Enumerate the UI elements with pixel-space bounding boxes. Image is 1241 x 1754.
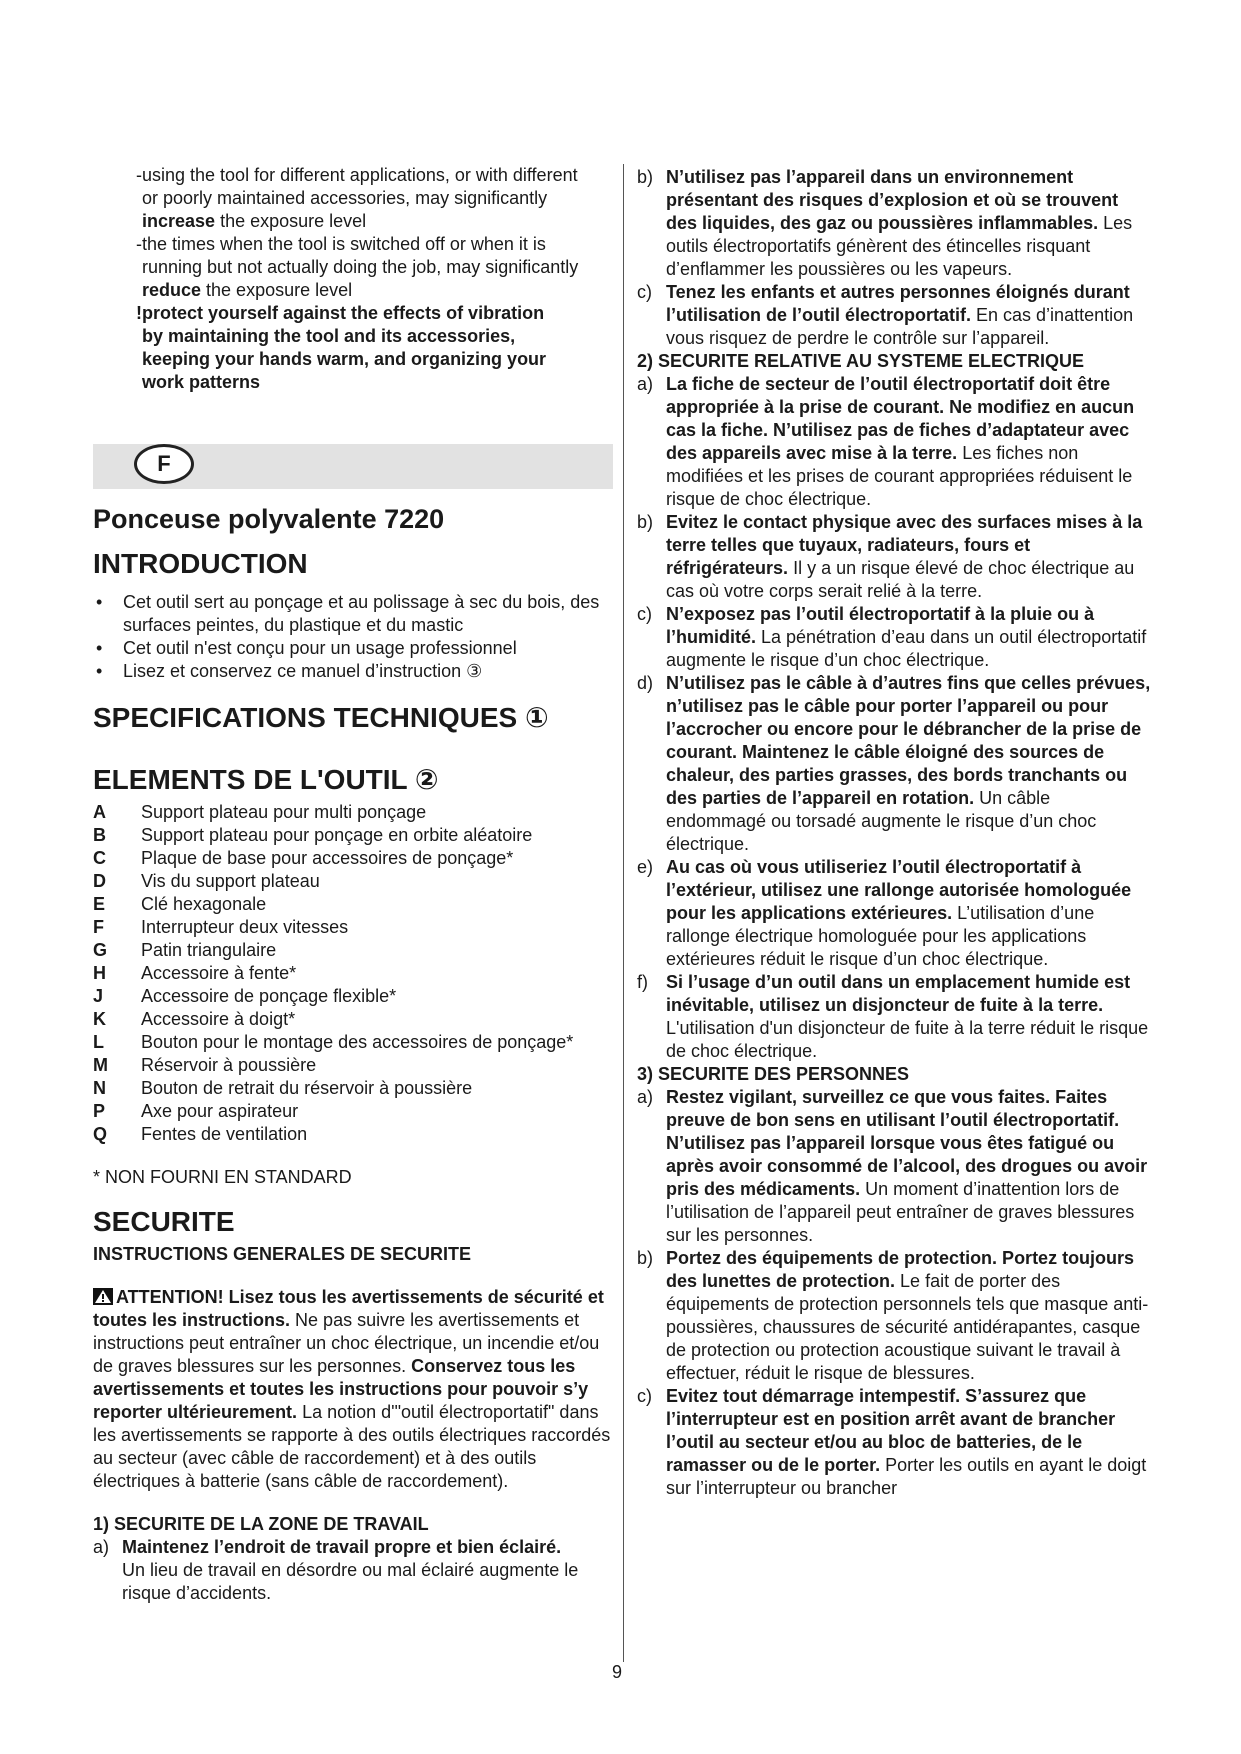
electrical-safety-heading: 2) SECURITE RELATIVE AU SYSTEME ELECTRIQUE [637, 351, 1085, 371]
components-list [93, 801, 613, 1146]
list-item: J Accessoire de ponçage flexible* [93, 986, 397, 1006]
list-item: H Accessoire à fente* [93, 963, 297, 983]
list-item: F Interrupteur deux vitesses [93, 917, 349, 937]
list-item: C Plaque de base pour accessoires de ponçage* [93, 848, 514, 868]
list-item: • Cet outil sert au ponçage et au polissage à sec du bois, des surfaces peintes, du plastique et du mastic [93, 591, 613, 637]
list-item: P Axe pour aspirateur [93, 1101, 299, 1121]
list-item: K Accessoire à doigt* [93, 1009, 296, 1029]
list-item: b) N’utilisez pas l’appareil dans un environnement présentant des risques d’explosion et où se trouvent des liquides, des gaz ou poussières inflammables. Les outils électroportatifs génèrent des étincelles risquant d’enflammer les poussières ou les vapeurs. [637, 167, 1133, 279]
left-column [93, 164, 613, 1605]
list-item: G Patin triangulaire [93, 940, 277, 960]
list-item: • Lisez et conservez ce manuel d’instruction ③ [93, 660, 613, 683]
list-item: c) Tenez les enfants et autres personnes éloignés durant l’utilisation de l’outil électroportatif. En cas d’inattention vous risquez de perdre le contrôle sur l’appareil. [637, 282, 1134, 348]
elements-heading: ELEMENTS DE L'OUTIL ② [93, 764, 439, 795]
attention-paragraph: ATTENTION! Lisez tous les avertissements de sécurité et toutes les instructions. Ne pas suivre les avertissements et instructions peut entraîner un choc électrique, un incendie et/ou de graves blessures sur les personnes. Conservez tous les avertissements et toutes les instructions pour pouvoir s’y reporter ultérieurement. La notion d'"outil électroportatif" dans les avertissements se rapporte à des outils électriques raccordés au secteur (avec câble de raccordement) et à des outils électriques à batterie (sans câble de raccordement). [93, 1287, 611, 1491]
vibration-protect: !protect yourself against the effects of vibration by maintaining the tool and its accessories, keeping your hands warm, and organizing your work patterns [136, 303, 547, 392]
intro-heading: INTRODUCTION [93, 548, 308, 579]
page-number: 9 [612, 1662, 623, 1682]
list-item: c) N’exposez pas l’outil électroportatif à la pluie ou à l’humidité. La pénétration d’eau dans un outil électroportatif augmente le risque d’un choc électrique. [637, 604, 1147, 670]
vibration-notes [93, 164, 613, 394]
language-bar [93, 444, 613, 489]
list-item: M Réservoir à poussière [93, 1055, 317, 1075]
personal-safety-heading: 3) SECURITE DES PERSONNES [637, 1064, 910, 1084]
list-item: E Clé hexagonale [93, 894, 267, 914]
warning-icon [93, 1288, 113, 1305]
vibration-line-1: -using the tool for different applications, or with different or poorly maintained accessories, may significantly increase the exposure level [136, 165, 578, 231]
list-item: e) Au cas où vous utiliseriez l’outil électroportatif à l’extérieur, utilisez une rallonge autorisée homologuée pour les applications extérieures. L’utilisation d’une rallonge électrique homologuée pour les applications extérieures réduit le risque d’un choc électrique. [637, 857, 1132, 969]
list-item: f) Si l’usage d’un outil dans un emplacement humide est inévitable, utilisez un disjoncteur de fuite à la terre. L'utilisation d'un disjoncteur de fuite à la terre réduit le risque de choc électrique. [637, 972, 1149, 1061]
vibration-line-2: -the times when the tool is switched off or when it is running but not actually doing the job, may significantly reduce the exposure level [136, 234, 579, 300]
list-item: a) Restez vigilant, surveillez ce que vous faites. Faites preuve de bon sens en utilisant l’outil électroportatif. N’utilisez pas l’appareil lorsque vous êtes fatigué ou après avoir consommé de l’alcool, des drogues ou avoir pris des médicaments. Un moment d’inattention lors de l’utilisation de l’appareil peut entraîner de graves blessures sur les personnes. [637, 1087, 1148, 1245]
column-divider [623, 164, 624, 1662]
list-item: a) La fiche de secteur de l’outil électroportatif doit être appropriée à la prise de courant. Ne modifiez en aucun cas la fiche. N’utilisez pas de fiches d’adaptateur avec des appareils avec mise à la terre. Les fiches non modifiées et les prises de courant appropriées réduisent le risque de choc électrique. [637, 374, 1135, 509]
list-item: Q Fentes de ventilation [93, 1124, 308, 1144]
list-item: b) Evitez le contact physique avec des surfaces mises à la terre telles que tuyaux, radiateurs, fours et réfrigérateurs. Il y a un risque élevé de choc électrique au cas où votre corps serait relié à la terre. [637, 512, 1143, 601]
list-item: N Bouton de retrait du réservoir à poussière [93, 1078, 473, 1098]
list-item: b) Portez des équipements de protection. Portez toujours des lunettes de protection. Le fait de porter des équipements de protection personnels tels que masque anti-poussières, chaussures de sécurité antidérapantes, casque de protection ou protection acoustique suivant le travail à effectuer, réduit le risque de blessures. [637, 1248, 1149, 1383]
work-area-heading: 1) SECURITE DE LA ZONE DE TRAVAIL [93, 1514, 429, 1534]
product-title: Ponceuse polyvalente 7220 [93, 504, 445, 534]
not-supplied-note: * NON FOURNI EN STANDARD [93, 1167, 352, 1187]
language-badge: F [134, 444, 194, 484]
right-column [637, 166, 1152, 1500]
list-item: B Support plateau pour ponçage en orbite aléatoire [93, 825, 533, 845]
specs-heading: SPECIFICATIONS TECHNIQUES ① [93, 702, 549, 733]
list-item: L Bouton pour le montage des accessoires de ponçage* [93, 1032, 574, 1052]
list-item: • Cet outil n'est conçu pour un usage professionnel [93, 637, 613, 660]
list-item: c) Evitez tout démarrage intempestif. S’assurez que l’interrupteur est en position arrêt avant de brancher l’outil au secteur et/ou au bloc de batteries, de le ramasser ou de le porter. Porter les outils en ayant le doigt sur l’interrupteur ou brancher [637, 1386, 1147, 1498]
intro-list [93, 591, 613, 683]
list-item: D Vis du support plateau [93, 871, 320, 891]
safety-heading: SECURITE [93, 1206, 235, 1237]
list-item: a) Maintenez l’endroit de travail propre et bien éclairé. Un lieu de travail en désordre ou mal éclairé augmente le risque d’accidents. [93, 1537, 579, 1603]
general-safety-heading: INSTRUCTIONS GENERALES DE SECURITE [93, 1244, 472, 1264]
list-item: A Support plateau pour multi ponçage [93, 802, 427, 822]
list-item: d) N’utilisez pas le câble à d’autres fins que celles prévues, n’utilisez pas le câble pour porter l’appareil ou pour l’accrocher ou encore pour le débrancher de la prise de courant. Maintenez le câble éloigné des sources de chaleur, des parties grasses, des bords tranchants ou des parties de l’appareil en rotation. Un câble endommagé ou torsadé augmente le risque d’un choc électrique. [637, 673, 1151, 854]
